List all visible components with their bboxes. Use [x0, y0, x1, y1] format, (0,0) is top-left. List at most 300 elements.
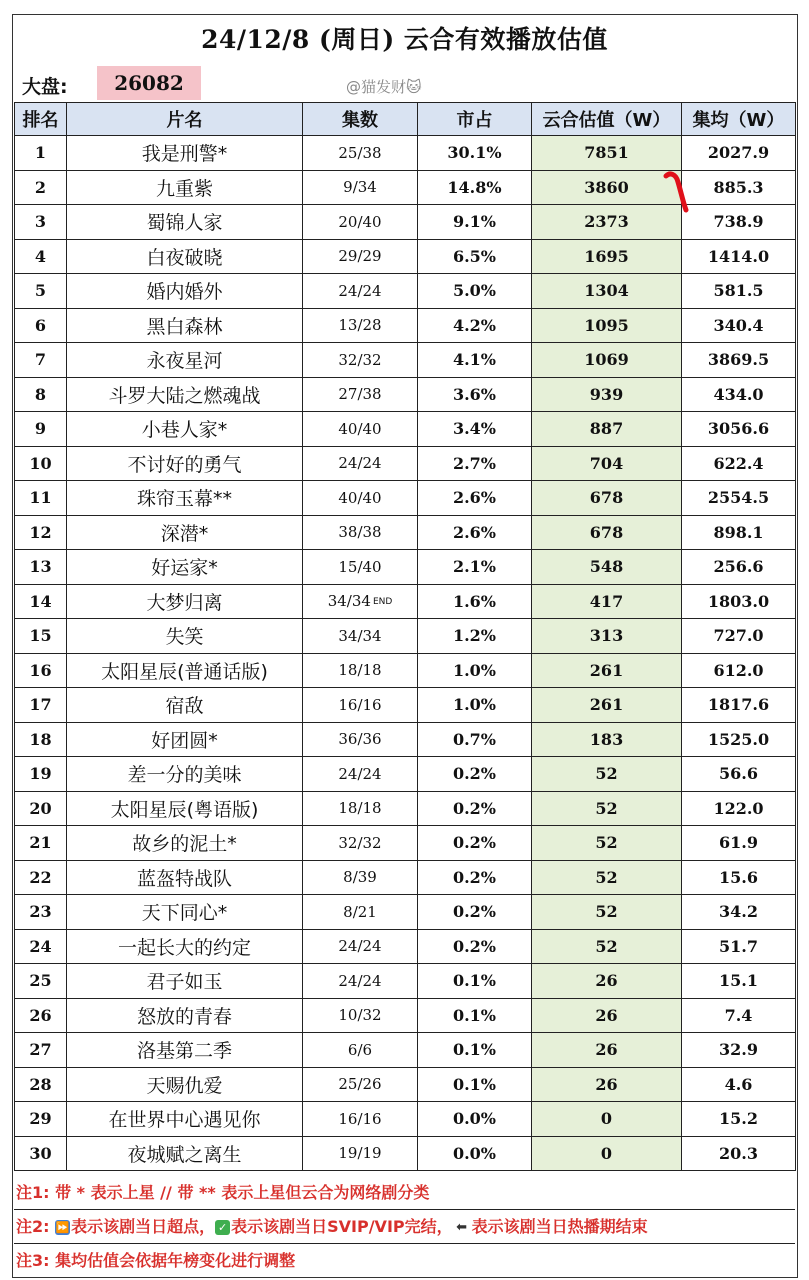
- share-cell: [418, 1102, 532, 1137]
- average-cell-text: 15.1: [719, 971, 758, 991]
- average-cell: [682, 653, 796, 688]
- episodes-cell: [303, 239, 418, 274]
- title-cell: [67, 860, 303, 895]
- episodes-cell: [303, 1102, 418, 1137]
- title-cell-text: 故乡的泥土*: [132, 833, 237, 856]
- share-cell: [418, 619, 532, 654]
- episodes-cell-text: 29/29: [338, 247, 382, 266]
- average-cell: [682, 929, 796, 964]
- average-cell-text: 56.6: [719, 764, 758, 784]
- share-cell: [418, 860, 532, 895]
- rank-cell: [15, 205, 67, 240]
- average-cell-text: 1414.0: [707, 246, 770, 266]
- estimate-cell: [532, 170, 682, 205]
- title-cell: [67, 343, 303, 378]
- rank-cell: [15, 377, 67, 412]
- episodes-cell: [303, 860, 418, 895]
- episodes-cell: [303, 205, 418, 240]
- estimate-cell: [532, 826, 682, 861]
- rank-cell-text: 5: [34, 281, 47, 301]
- rank-cell-text: 13: [29, 557, 52, 577]
- episodes-cell: [303, 757, 418, 792]
- average-cell-text: 434.0: [713, 384, 764, 404]
- title-cell: [67, 826, 303, 861]
- rank-cell: [15, 136, 67, 171]
- share-cell-text: 0.2%: [452, 798, 497, 818]
- estimate-cell-text: 26: [595, 1005, 618, 1025]
- share-cell: [418, 722, 532, 757]
- title-cell: [67, 239, 303, 274]
- episodes-cell-text: 16/16: [338, 1109, 382, 1128]
- rank-cell: [15, 964, 67, 999]
- estimate-cell: [532, 998, 682, 1033]
- share-cell: [418, 550, 532, 585]
- title-cell-text: 好运家*: [151, 557, 218, 580]
- title-cell-text: 蓝盔特战队: [136, 867, 232, 890]
- rank-cell-text: 22: [29, 867, 52, 887]
- rank-cell-text: 16: [29, 660, 52, 680]
- share-cell: [418, 1033, 532, 1068]
- episodes-cell-text: 24/24: [338, 971, 382, 990]
- estimate-cell: [532, 343, 682, 378]
- share-cell-text: 0.7%: [452, 729, 497, 749]
- title-cell: [67, 377, 303, 412]
- rank-cell-text: 4: [34, 246, 47, 266]
- title-cell-text: 黑白森林: [146, 315, 223, 338]
- share-cell: [418, 136, 532, 171]
- estimate-cell-text: 52: [595, 798, 618, 818]
- estimate-cell: [532, 550, 682, 585]
- estimate-cell-text: 0: [600, 1143, 613, 1163]
- table-row: [15, 481, 796, 516]
- episodes-cell: [303, 1067, 418, 1102]
- average-cell: [682, 515, 796, 550]
- estimate-cell: [532, 412, 682, 447]
- title-cell: [67, 619, 303, 654]
- share-cell: [418, 1136, 532, 1171]
- episodes-cell-text: 25/38: [338, 143, 382, 162]
- title-cell-text: 在世界中心遇见你: [108, 1109, 261, 1132]
- share-cell: [418, 412, 532, 447]
- estimate-cell: [532, 481, 682, 516]
- average-cell: [682, 791, 796, 826]
- average-cell-text: 256.6: [713, 557, 764, 577]
- average-cell: [682, 343, 796, 378]
- average-cell-text: 2027.9: [707, 143, 770, 163]
- table-row: [15, 1033, 796, 1068]
- rank-cell: [15, 895, 67, 930]
- share-cell-text: 3.4%: [452, 419, 497, 439]
- title-cell-text: 珠帘玉幕**: [136, 488, 232, 511]
- episodes-cell: [303, 274, 418, 309]
- episodes-cell-text: 40/40: [338, 488, 382, 507]
- share-cell-text: 4.2%: [452, 315, 497, 335]
- episodes-cell: [303, 446, 418, 481]
- rank-cell: [15, 653, 67, 688]
- table-row: [15, 1067, 796, 1102]
- episodes-cell: [303, 964, 418, 999]
- title-cell: [67, 895, 303, 930]
- title-cell-text: 失笑: [165, 626, 204, 649]
- rank-cell-text: 8: [34, 384, 47, 404]
- episodes-cell: [303, 136, 418, 171]
- table-row: [15, 964, 796, 999]
- title-cell: [67, 481, 303, 516]
- title-cell: [67, 964, 303, 999]
- title-cell-text: 宿敌: [165, 695, 204, 718]
- share-cell: [418, 515, 532, 550]
- share-cell-text: 0.2%: [452, 833, 497, 853]
- estimate-cell-text: 261: [589, 660, 624, 680]
- share-cell: [418, 239, 532, 274]
- rank-cell-text: 9: [34, 419, 47, 439]
- rank-cell-text: 28: [29, 1074, 52, 1094]
- table-row: [15, 929, 796, 964]
- episodes-cell-text: 32/32: [338, 350, 382, 369]
- estimate-cell-text: 3860: [584, 177, 629, 197]
- note-2-part-a: 表示该剧当日超点，: [71, 1217, 216, 1236]
- episodes-cell-text: 19/19: [338, 1144, 382, 1163]
- episodes-cell: [303, 722, 418, 757]
- rank-cell: [15, 170, 67, 205]
- average-cell: [682, 722, 796, 757]
- rank-cell: [15, 757, 67, 792]
- estimate-cell: [532, 653, 682, 688]
- average-cell: [682, 584, 796, 619]
- rank-cell-text: 10: [29, 453, 52, 473]
- table-row: [15, 584, 796, 619]
- episodes-cell-text: 34/34: [327, 592, 371, 611]
- episodes-cell: [303, 895, 418, 930]
- estimate-cell-text: 183: [589, 729, 624, 749]
- title-cell-text: 斗罗大陆之燃魂战: [108, 384, 261, 407]
- average-cell: [682, 446, 796, 481]
- table-row: [15, 619, 796, 654]
- note-2-prefix: 注2:: [16, 1217, 56, 1236]
- episodes-cell-text: 24/24: [338, 454, 382, 473]
- average-cell: [682, 619, 796, 654]
- share-cell: [418, 377, 532, 412]
- estimate-cell-text: 1695: [584, 246, 629, 266]
- share-cell-text: 0.1%: [452, 971, 497, 991]
- title-cell-text: 深潜*: [160, 522, 209, 545]
- average-cell: [682, 239, 796, 274]
- average-cell-text: 7.4: [724, 1005, 753, 1025]
- rank-cell-text: 2: [34, 177, 47, 197]
- title-cell: [67, 308, 303, 343]
- title-cell: [67, 412, 303, 447]
- average-cell: [682, 481, 796, 516]
- share-cell-text: 4.1%: [452, 350, 497, 370]
- estimate-cell-text: 1304: [584, 281, 629, 301]
- red-pen-mark: [662, 170, 692, 214]
- share-cell-text: 9.1%: [452, 212, 497, 232]
- share-cell-text: 0.1%: [452, 1074, 497, 1094]
- rank-cell: [15, 688, 67, 723]
- estimate-cell-text: 52: [595, 902, 618, 922]
- estimate-cell: [532, 619, 682, 654]
- episodes-cell: [303, 584, 418, 619]
- estimate-cell-text: 7851: [584, 143, 629, 163]
- rank-cell-text: 30: [29, 1143, 52, 1163]
- rank-cell: [15, 274, 67, 309]
- title-cell-text: 九重紫: [155, 177, 213, 200]
- average-cell: [682, 1033, 796, 1068]
- estimate-cell-text: 1069: [584, 350, 629, 370]
- share-cell-text: 1.2%: [452, 626, 497, 646]
- estimate-cell: [532, 239, 682, 274]
- rank-cell-text: 23: [29, 902, 52, 922]
- episodes-cell-text: 24/24: [338, 281, 382, 300]
- share-cell: [418, 1067, 532, 1102]
- estimate-cell: [532, 1136, 682, 1171]
- average-cell: [682, 205, 796, 240]
- episodes-cell: [303, 653, 418, 688]
- rank-cell: [15, 929, 67, 964]
- average-cell: [682, 377, 796, 412]
- title-cell: [67, 929, 303, 964]
- episodes-cell: [303, 929, 418, 964]
- title-cell: [67, 722, 303, 757]
- estimate-cell: [532, 274, 682, 309]
- average-cell-text: 32.9: [719, 1040, 758, 1060]
- share-cell-text: 2.7%: [452, 453, 497, 473]
- rank-cell: [15, 791, 67, 826]
- estimate-cell: [532, 722, 682, 757]
- title-cell-text: 婚内婚外: [146, 281, 223, 304]
- episodes-cell-text: 40/40: [338, 419, 382, 438]
- share-cell: [418, 998, 532, 1033]
- episodes-cell: [303, 1033, 418, 1068]
- average-cell: [682, 170, 796, 205]
- title-cell: [67, 688, 303, 723]
- episodes-cell-text: 20/40: [338, 212, 382, 231]
- rank-cell: [15, 998, 67, 1033]
- rank-cell-text: 26: [29, 1005, 52, 1025]
- estimate-cell-text: 261: [589, 695, 624, 715]
- table-row: [15, 1102, 796, 1137]
- share-cell-text: 0.0%: [452, 1143, 497, 1163]
- average-cell-text: 20.3: [719, 1143, 758, 1163]
- share-cell-text: 0.2%: [452, 867, 497, 887]
- title-cell: [67, 584, 303, 619]
- share-cell: [418, 791, 532, 826]
- rank-cell-text: 24: [29, 936, 52, 956]
- table-row: [15, 412, 796, 447]
- ranking-table: [14, 102, 796, 1171]
- note-2-part-c: 表示该剧当日热播期结束: [471, 1217, 648, 1236]
- average-cell: [682, 895, 796, 930]
- estimate-cell-text: 52: [595, 833, 618, 853]
- estimate-cell: [532, 791, 682, 826]
- episodes-cell: [303, 308, 418, 343]
- episodes-cell: [303, 688, 418, 723]
- share-cell-text: 0.1%: [452, 1005, 497, 1025]
- title-cell: [67, 998, 303, 1033]
- rank-cell-text: 18: [29, 729, 52, 749]
- title-cell: [67, 791, 303, 826]
- table-row: [15, 274, 796, 309]
- rank-cell: [15, 1033, 67, 1068]
- average-cell: [682, 1067, 796, 1102]
- episodes-cell-text: 34/34: [338, 626, 382, 645]
- episodes-cell-text: 6/6: [347, 1040, 373, 1059]
- episodes-cell: [303, 377, 418, 412]
- average-cell: [682, 998, 796, 1033]
- estimate-cell: [532, 1033, 682, 1068]
- average-cell-text: 738.9: [713, 212, 764, 232]
- estimate-cell-text: 52: [595, 867, 618, 887]
- estimate-cell-text: 26: [595, 1074, 618, 1094]
- share-cell: [418, 757, 532, 792]
- title-cell-text: 一起长大的约定: [117, 936, 251, 959]
- title-cell-text: 大梦归离: [146, 591, 223, 614]
- title-cell-text: 夜城赋之离生: [127, 1143, 242, 1166]
- table-row: [15, 1136, 796, 1171]
- episodes-cell: [303, 826, 418, 861]
- share-cell: [418, 929, 532, 964]
- episodes-cell: [303, 1136, 418, 1171]
- table-row: [15, 826, 796, 861]
- episodes-cell: [303, 343, 418, 378]
- average-cell: [682, 136, 796, 171]
- rank-cell-text: 19: [29, 764, 52, 784]
- estimate-cell: [532, 964, 682, 999]
- end-back-arrow-icon: END: [372, 597, 393, 608]
- rank-cell: [15, 446, 67, 481]
- average-cell: [682, 1102, 796, 1137]
- share-cell-text: 14.8%: [447, 177, 502, 197]
- table-row: [15, 136, 796, 171]
- estimate-cell-text: 887: [589, 419, 624, 439]
- episodes-cell: [303, 791, 418, 826]
- estimate-cell: [532, 757, 682, 792]
- rank-cell: [15, 722, 67, 757]
- episodes-cell: [303, 998, 418, 1033]
- rank-cell: [15, 1136, 67, 1171]
- average-cell-text: 1525.0: [707, 729, 770, 749]
- estimate-cell: [532, 584, 682, 619]
- average-cell-text: 34.2: [719, 902, 758, 922]
- notes-section: [14, 1176, 795, 1277]
- average-cell: [682, 550, 796, 585]
- share-cell-text: 30.1%: [447, 143, 502, 163]
- rank-cell-text: 17: [29, 695, 52, 715]
- episodes-cell-text: 32/32: [338, 833, 382, 852]
- episodes-cell-text: 9/34: [343, 178, 377, 197]
- estimate-cell: [532, 446, 682, 481]
- average-cell: [682, 860, 796, 895]
- estimate-cell-text: 26: [595, 1040, 618, 1060]
- share-cell: [418, 653, 532, 688]
- table-row: [15, 722, 796, 757]
- episodes-cell: [303, 412, 418, 447]
- title-cell-text: 好团圆*: [151, 729, 218, 752]
- estimate-cell-text: 678: [589, 522, 624, 542]
- title-cell: [67, 205, 303, 240]
- average-cell-text: 51.7: [719, 936, 758, 956]
- header-episodes: 集数: [303, 103, 418, 136]
- average-cell: [682, 412, 796, 447]
- estimate-cell: [532, 308, 682, 343]
- average-cell-text: 122.0: [713, 798, 764, 818]
- rank-cell-text: 27: [29, 1040, 52, 1060]
- table-row: [15, 860, 796, 895]
- share-cell-text: 3.6%: [452, 384, 497, 404]
- rank-cell-text: 12: [29, 522, 52, 542]
- estimate-cell: [532, 1102, 682, 1137]
- share-cell: [418, 826, 532, 861]
- title-cell: [67, 1102, 303, 1137]
- episodes-cell: [303, 619, 418, 654]
- rank-cell: [15, 239, 67, 274]
- share-cell-text: 0.1%: [452, 1040, 497, 1060]
- market-value: 26082: [97, 66, 201, 100]
- title-cell: [67, 1067, 303, 1102]
- title-cell-text: 怒放的青春: [136, 1005, 232, 1028]
- average-cell-text: 622.4: [713, 453, 764, 473]
- episodes-cell: [303, 481, 418, 516]
- rank-cell: [15, 1067, 67, 1102]
- share-cell: [418, 688, 532, 723]
- share-cell-text: 1.6%: [452, 591, 497, 611]
- note-2-part-b: 表示该剧当日SVIP/VIP完结，: [231, 1217, 453, 1236]
- average-cell-text: 885.3: [713, 177, 764, 197]
- title-cell-text: 太阳星辰(粤语版): [110, 798, 259, 821]
- episodes-cell-text: 18/18: [338, 661, 382, 680]
- title-cell-text: 我是刑警*: [141, 143, 228, 166]
- rank-cell: [15, 308, 67, 343]
- share-cell: [418, 895, 532, 930]
- estimate-cell: [532, 1067, 682, 1102]
- title-cell: [67, 170, 303, 205]
- share-cell: [418, 343, 532, 378]
- episodes-cell-text: 8/39: [343, 868, 377, 887]
- table-row: [15, 377, 796, 412]
- rank-cell: [15, 826, 67, 861]
- header-average: 集均（W）: [682, 103, 796, 136]
- share-cell-text: 5.0%: [452, 281, 497, 301]
- table-row: [15, 895, 796, 930]
- title-cell-text: 蜀锦人家: [146, 212, 223, 235]
- average-cell: [682, 308, 796, 343]
- share-cell-text: 2.1%: [452, 557, 497, 577]
- table-row: [15, 791, 796, 826]
- table-row: [15, 308, 796, 343]
- average-cell-text: 61.9: [719, 833, 758, 853]
- episodes-cell: [303, 550, 418, 585]
- title-cell-text: 永夜星河: [146, 350, 223, 373]
- title-cell-text: 君子如玉: [146, 971, 223, 994]
- estimate-cell-text: 52: [595, 936, 618, 956]
- rank-cell-text: 3: [34, 212, 47, 232]
- episodes-cell-text: 16/16: [338, 695, 382, 714]
- rank-cell-text: 25: [29, 971, 52, 991]
- share-cell-text: 2.6%: [452, 522, 497, 542]
- episodes-cell-text: 36/36: [338, 730, 382, 749]
- average-cell-text: 2554.5: [707, 488, 770, 508]
- title-cell-text: 不讨好的勇气: [127, 453, 242, 476]
- episodes-cell-text: 15/40: [338, 557, 382, 576]
- average-cell-text: 3056.6: [707, 419, 770, 439]
- share-cell: [418, 964, 532, 999]
- title-cell: [67, 1033, 303, 1068]
- title-cell: [67, 550, 303, 585]
- title-cell-text: 天赐仇爱: [146, 1074, 223, 1097]
- header-estimate: 云合估值（W）: [532, 103, 682, 136]
- header-share: 市占: [418, 103, 532, 136]
- title-cell-text: 洛基第二季: [136, 1040, 232, 1063]
